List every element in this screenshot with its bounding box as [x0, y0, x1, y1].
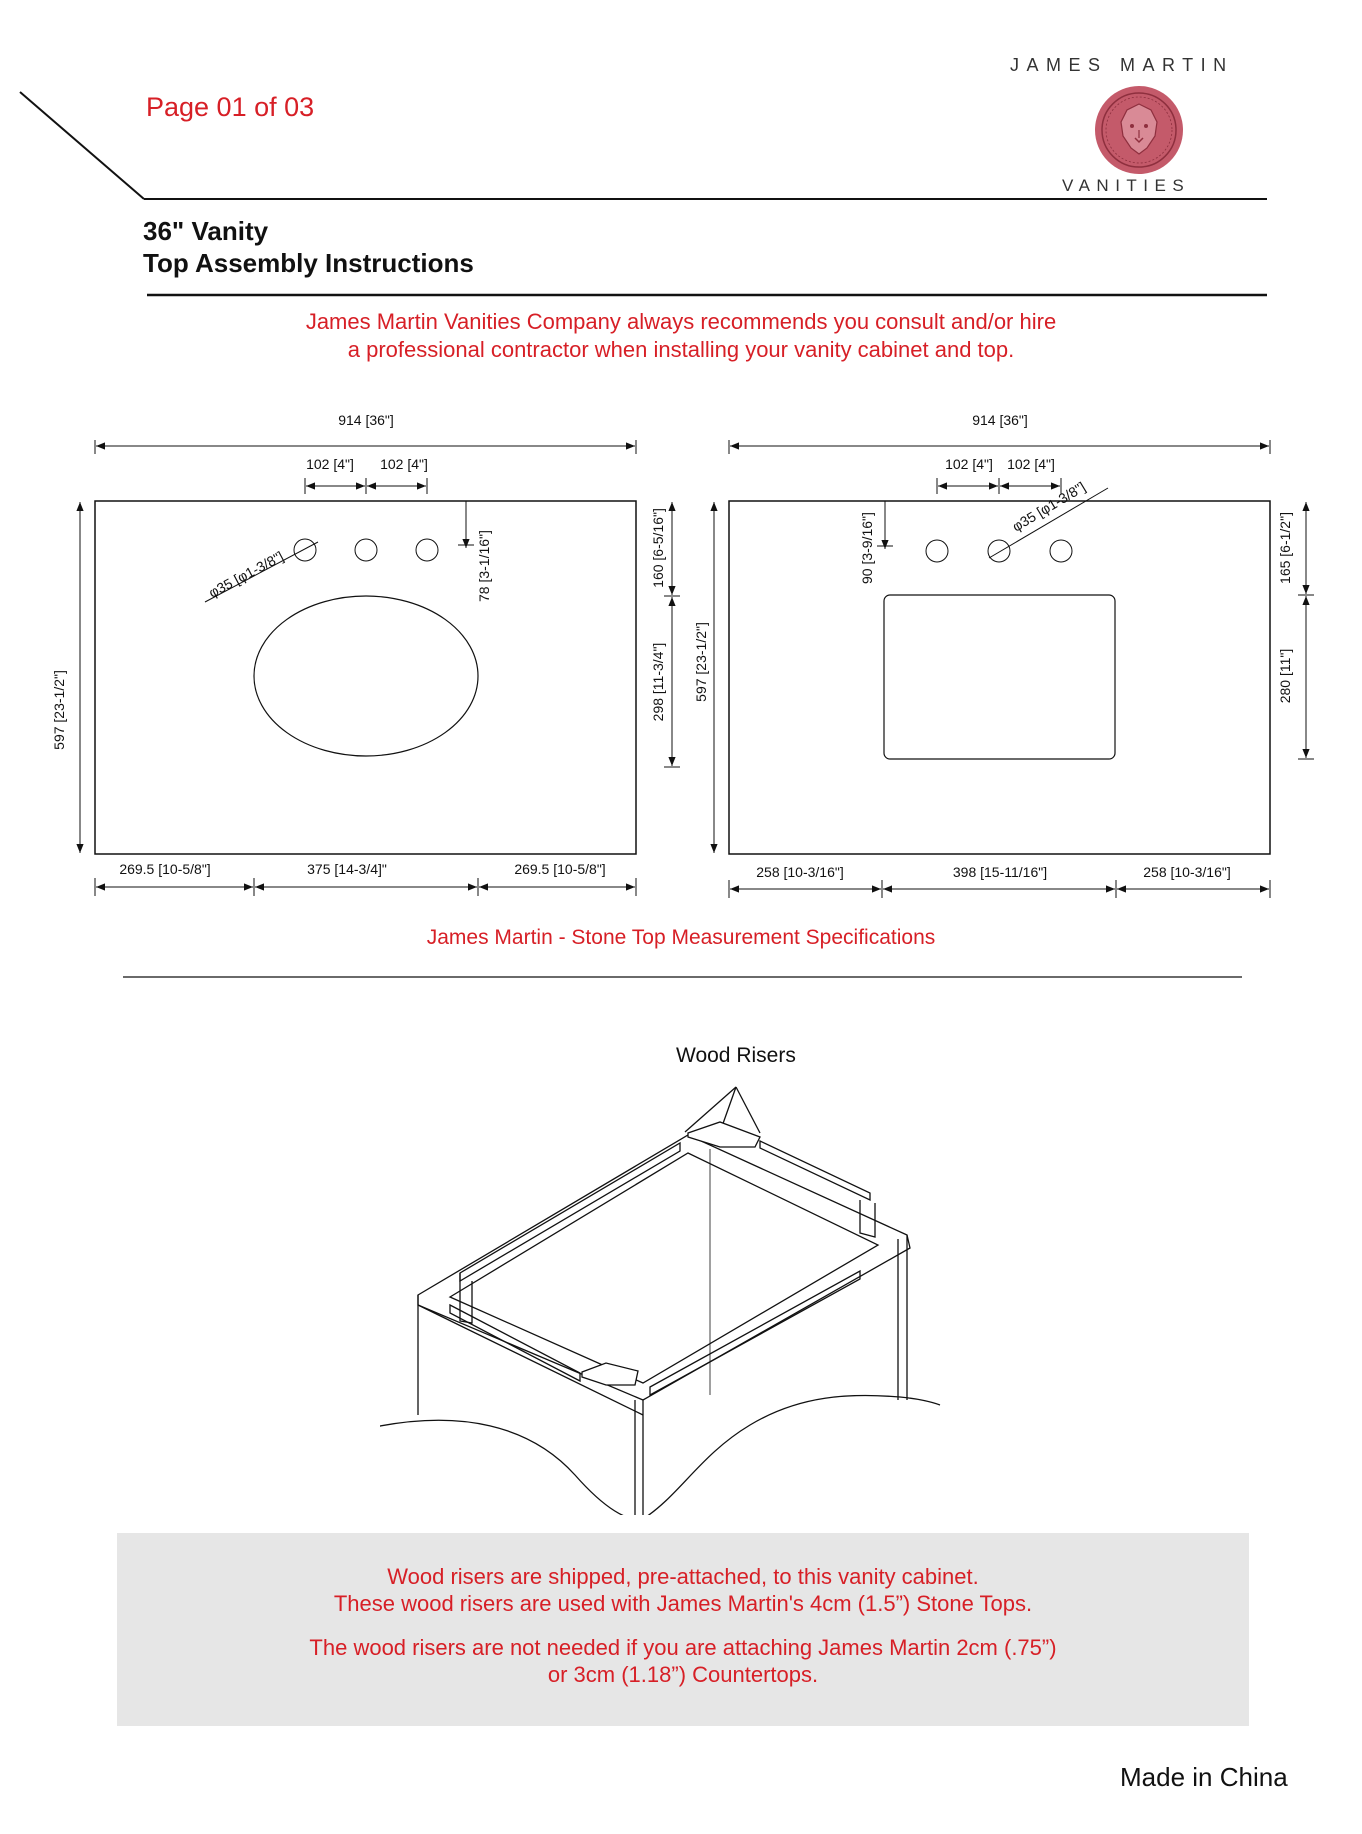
- cabinet-front-top-edge: [418, 1305, 643, 1415]
- hole-offset-label: 90 [3-9/16"]: [859, 512, 875, 584]
- bottom-left-label: 258 [10-3/16"]: [756, 864, 844, 880]
- hole-diameter-label: φ35 [φ1-3/8"]: [205, 547, 287, 601]
- page-number: Page 01 of 03: [146, 92, 315, 122]
- callout-line: [736, 1087, 760, 1133]
- width-label: 914 [36"]: [972, 412, 1028, 428]
- rectangular-sink-top-diagram: [693, 412, 1314, 898]
- countertop-outline: [95, 501, 636, 854]
- wood-riser-strip: [450, 1305, 580, 1381]
- wood-riser-post: [860, 1200, 875, 1237]
- rectangular-sink-cutout: [884, 595, 1115, 759]
- brand-subtitle: VANITIES: [1062, 176, 1191, 195]
- wood-riser-front: [582, 1363, 638, 1385]
- faucet-hole: [416, 539, 438, 561]
- made-in-label: Made in China: [1120, 1762, 1288, 1792]
- bottom-center-label: 375 [14-3/4]": [307, 861, 387, 877]
- sink-top-offset-label: 160 [6-5/16"]: [650, 508, 666, 588]
- sink-depth-label: 280 [11"]: [1277, 648, 1293, 704]
- sink-depth-label: 298 [11-3/4"]: [650, 642, 666, 722]
- recommendation-note: [147, 308, 1215, 364]
- bottom-left-label: 269.5 [10-5/8"]: [119, 861, 211, 877]
- cabinet-top-rim: [418, 1135, 910, 1400]
- note-line: The wood risers are not needed if you are attaching James Martin 2cm (.75”): [309, 1635, 1057, 1660]
- brand-name: JAMES MARTIN: [1010, 55, 1234, 75]
- bottom-right-label: 269.5 [10-5/8"]: [514, 861, 606, 877]
- countertop-outline: [729, 501, 1270, 854]
- page-title: 36" Vanity: [143, 216, 269, 246]
- oval-sink-cutout: [254, 596, 478, 756]
- faucet-hole: [926, 540, 948, 562]
- corner-diagonal-line: [20, 92, 144, 199]
- wood-risers-illustration: [380, 1075, 980, 1515]
- hole-spacing-label: 102 [4"]: [306, 456, 354, 472]
- wood-riser-strip: [650, 1271, 860, 1395]
- wood-riser-back: [688, 1122, 760, 1147]
- lion-head-seal-icon: [1093, 84, 1185, 176]
- cut-line: [643, 1395, 940, 1515]
- wood-riser-strip: [760, 1141, 870, 1200]
- faucet-hole: [1050, 540, 1072, 562]
- cut-line: [380, 1420, 643, 1515]
- section-divider: [0, 975, 1362, 979]
- wood-risers-label: Wood Risers: [676, 1044, 796, 1067]
- spec-caption: James Martin - Stone Top Measurement Specifications: [426, 926, 936, 949]
- recommendation-line-2: a professional contractor when installing your vanity cabinet and top.: [347, 337, 1015, 362]
- hole-diameter-label: φ35 [φ1-3/8"]: [1009, 478, 1089, 535]
- page-subtitle: Top Assembly Instructions: [143, 248, 474, 278]
- sink-top-offset-label: 165 [6-1/2"]: [1277, 512, 1293, 584]
- note-line: or 3cm (1.18”) Countertops.: [547, 1662, 819, 1687]
- faucet-hole: [294, 539, 316, 561]
- hole-spacing-label: 102 [4"]: [945, 456, 993, 472]
- dimension-diagrams: [0, 390, 1362, 910]
- faucet-hole: [355, 539, 377, 561]
- wood-riser-strip: [460, 1143, 680, 1281]
- bottom-right-label: 258 [10-3/16"]: [1143, 864, 1231, 880]
- bottom-center-label: 398 [15-11/16"]: [952, 864, 1048, 880]
- cabinet-opening: [450, 1153, 878, 1383]
- note-line: Wood risers are shipped, pre-attached, to this vanity cabinet.: [387, 1564, 979, 1589]
- recommendation-line-1: James Martin Vanities Company always recommends you consult and/or hire: [305, 309, 1057, 334]
- width-label: 914 [36"]: [338, 412, 394, 428]
- depth-label: 597 [23-1/2"]: [693, 622, 709, 702]
- hole-offset-label: 78 [3-1/16"]: [476, 530, 492, 602]
- note-line: These wood risers are used with James Martin's 4cm (1.5”) Stone Tops.: [333, 1591, 1033, 1616]
- note-text: [117, 1563, 1249, 1688]
- hole-spacing-label: 102 [4"]: [1007, 456, 1055, 472]
- oval-sink-top-diagram: [51, 412, 680, 896]
- faucet-hole: [988, 540, 1010, 562]
- depth-label: 597 [23-1/2"]: [51, 670, 67, 750]
- hole-spacing-label: 102 [4"]: [380, 456, 428, 472]
